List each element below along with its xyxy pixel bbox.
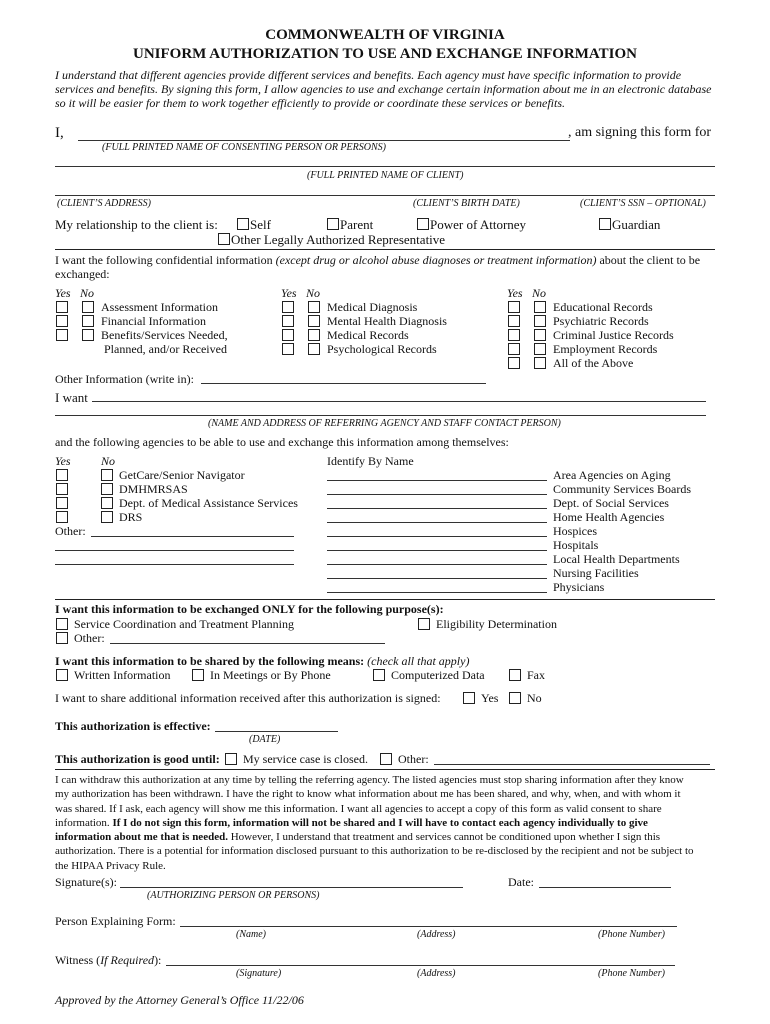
agency-type-label: Hospitals xyxy=(553,538,599,552)
withdraw-text: I can withdraw this authorization at any time by telling the referring agency. The listed agencies must stop sharing information after they know xyxy=(55,774,684,786)
dmhmrsas-yes-checkbox[interactable] xyxy=(56,483,68,495)
additional-yes-checkbox[interactable] xyxy=(463,692,475,704)
medical-diagnosis-label: Medical Diagnosis xyxy=(327,300,418,314)
other-representative-checkbox[interactable] xyxy=(218,233,230,245)
effective-label: This authorization is effective: xyxy=(55,719,211,733)
footer-approval: Approved by the Attorney General’s Office 11/22/06 xyxy=(55,993,304,1007)
withdraw-text: my authorization has been withdrawn. I have the right to know what information about me has been shared, and why, when, and with whom it xyxy=(55,788,681,801)
mental-health-yes-checkbox[interactable] xyxy=(282,315,294,327)
withdraw-text: authorization. There is a potential for information disclosed pursuant to this authorization to be re-disclosed by the recipient and not be subject to xyxy=(55,845,694,858)
purpose-other-field[interactable] xyxy=(110,643,385,644)
good-until-other-checkbox[interactable] xyxy=(380,753,392,765)
col1-no-header: No xyxy=(80,286,95,300)
good-until-other-label: Other: xyxy=(398,752,429,766)
all-above-yes-checkbox[interactable] xyxy=(508,357,520,369)
effective-date-field[interactable] xyxy=(215,731,338,732)
agency-type-label: Nursing Facilities xyxy=(553,566,639,580)
parent-checkbox[interactable] xyxy=(327,218,339,230)
guardian-option-label: Guardian xyxy=(612,217,661,232)
person-explaining-field[interactable] xyxy=(180,926,677,927)
psychological-no-checkbox[interactable] xyxy=(308,343,320,355)
address-caption: (Address) xyxy=(417,929,456,940)
drs-label: DRS xyxy=(119,510,143,524)
additional-info-label: I want to share additional information received after this authorization is signed: xyxy=(55,691,441,705)
col3-yes-header: Yes xyxy=(507,286,523,300)
form-title-line1: COMMONWEALTH OF VIRGINIA xyxy=(265,27,505,43)
referring-caption: (NAME AND ADDRESS OF REFERRING AGENCY AND STAFF CONTACT PERSON) xyxy=(208,418,561,429)
intro-line-2: services and benefits. By signing this form, I allow agencies to use and exchange certain information about me in an electronic database xyxy=(55,82,712,96)
fax-checkbox[interactable] xyxy=(509,669,521,681)
parent-option-label: Parent xyxy=(340,217,374,232)
identify-field[interactable] xyxy=(327,564,547,565)
additional-no-label: No xyxy=(527,691,542,705)
withdraw-bold-text: If I do not sign this form, information will not be shared and I will have to contact each agency individually to give xyxy=(112,816,648,829)
col2-yes-header: Yes xyxy=(281,286,297,300)
client-address-caption: (CLIENT’S ADDRESS) xyxy=(57,198,151,209)
psychiatric-yes-checkbox[interactable] xyxy=(508,315,520,327)
all-above-label: All of the Above xyxy=(553,356,634,370)
mental-health-label: Mental Health Diagnosis xyxy=(327,314,447,328)
agency-other-field-3[interactable] xyxy=(55,564,294,565)
i-want-label: I want xyxy=(55,390,88,405)
signature-label: Signature(s): xyxy=(55,875,117,889)
mental-health-no-checkbox[interactable] xyxy=(308,315,320,327)
fax-label: Fax xyxy=(527,668,545,682)
withdraw-line xyxy=(55,773,720,787)
relationship-label: My relationship to the client is: xyxy=(55,217,218,232)
drs-yes-checkbox[interactable] xyxy=(56,511,68,523)
additional-no-checkbox[interactable] xyxy=(509,692,521,704)
witness-signature-caption: (Signature) xyxy=(236,968,282,979)
getcare-no-checkbox[interactable] xyxy=(101,469,113,481)
signing-form-for-label: , am signing this form for xyxy=(568,125,712,140)
meetings-phone-checkbox[interactable] xyxy=(192,669,204,681)
dmas-yes-checkbox[interactable] xyxy=(56,497,68,509)
withdraw-paragraph xyxy=(55,773,720,873)
witness-label: Witness (If Required): xyxy=(55,953,162,967)
identify-field[interactable] xyxy=(327,480,547,481)
agency-type-label: Hospices xyxy=(553,524,597,538)
intro-line-1: I understand that different agencies provide different services and benefits. Each agency must have specific information to provide xyxy=(55,68,682,82)
agency-other-field-2[interactable] xyxy=(55,550,294,551)
financial-yes-checkbox[interactable] xyxy=(56,315,68,327)
drs-no-checkbox[interactable] xyxy=(101,511,113,523)
info-intro-line-1: I want the following confidential information (except drug or alcohol abuse diagnoses or treatment information) about the client to be xyxy=(55,253,701,267)
identify-by-name-label: Identify By Name xyxy=(327,454,414,468)
agency-type-label: Local Health Departments xyxy=(553,552,680,566)
effective-date-caption: (DATE) xyxy=(249,734,281,745)
eligibility-checkbox[interactable] xyxy=(418,618,430,630)
psychological-yes-checkbox[interactable] xyxy=(282,343,294,355)
assessment-no-checkbox[interactable] xyxy=(82,301,94,313)
benefits-label: Benefits/Services Needed, xyxy=(101,328,228,342)
power-of-attorney-label: Power of Attorney xyxy=(430,217,527,232)
case-closed-checkbox[interactable] xyxy=(225,753,237,765)
agency-other-label: Other: xyxy=(55,524,86,538)
consenting-caption: (FULL PRINTED NAME OF CONSENTING PERSON OR PERSONS) xyxy=(102,142,386,153)
criminal-justice-yes-checkbox[interactable] xyxy=(508,329,520,341)
other-representative-label: Other Legally Authorized Representative xyxy=(231,232,446,247)
date-label: Date: xyxy=(508,875,534,889)
computerized-data-checkbox[interactable] xyxy=(373,669,385,681)
case-closed-label: My service case is closed. xyxy=(243,752,368,766)
withdraw-text: information. xyxy=(55,816,113,829)
educational-yes-checkbox[interactable] xyxy=(508,301,520,313)
employment-yes-checkbox[interactable] xyxy=(508,343,520,355)
withdraw-line xyxy=(55,816,720,830)
agencies-intro: and the following agencies to be able to use and exchange this information among themselves: xyxy=(55,435,509,449)
agency-type-label: Community Services Boards xyxy=(553,482,691,496)
ssn-caption: (CLIENT’S SSN – OPTIONAL) xyxy=(580,198,706,209)
financial-label: Financial Information xyxy=(101,314,206,328)
authorizing-caption: (AUTHORIZING PERSON OR PERSONS) xyxy=(147,890,320,901)
written-info-checkbox[interactable] xyxy=(56,669,68,681)
withdraw-line xyxy=(55,830,720,844)
dmas-no-checkbox[interactable] xyxy=(101,497,113,509)
medical-records-no-checkbox[interactable] xyxy=(308,329,320,341)
dmhmrsas-label: DMHMRSAS xyxy=(119,482,188,496)
col2-no-header: No xyxy=(306,286,321,300)
section-divider xyxy=(55,249,715,250)
identify-field[interactable] xyxy=(327,592,547,593)
withdraw-line xyxy=(55,802,720,816)
assessment-label: Assessment Information xyxy=(101,300,218,314)
info-intro-line-2: exchanged: xyxy=(55,267,110,281)
computerized-data-label: Computerized Data xyxy=(391,668,485,682)
agency-type-label: Physicians xyxy=(553,580,605,594)
name-caption: (Name) xyxy=(236,929,266,940)
self-option-label: Self xyxy=(250,217,271,232)
agency-type-label: Area Agencies on Aging xyxy=(553,468,671,482)
withdraw-text: was shared. If I ask, each agency will show me this information. I want all agencies to accept a copy of this form as valid consent to share xyxy=(55,802,662,815)
withdraw-text: the HIPAA Privacy Rule. xyxy=(55,859,166,872)
assessment-yes-checkbox[interactable] xyxy=(56,301,68,313)
birth-date-caption: (CLIENT’S BIRTH DATE) xyxy=(413,198,520,209)
educational-label: Educational Records xyxy=(553,300,653,314)
psychological-label: Psychological Records xyxy=(327,342,437,356)
consenting-name-field[interactable] xyxy=(78,140,570,141)
benefits-yes-checkbox[interactable] xyxy=(56,329,68,341)
other-info-label: Other Information (write in): xyxy=(55,372,194,386)
referring-agency-field[interactable] xyxy=(92,401,706,402)
agency-type-label: Home Health Agencies xyxy=(553,510,665,524)
section-divider xyxy=(55,599,715,600)
withdraw-text: However, I understand that treatment and services cannot be conditioned upon whether I sign this xyxy=(227,831,661,844)
identify-field[interactable] xyxy=(327,508,547,509)
criminal-justice-no-checkbox[interactable] xyxy=(534,329,546,341)
agency-other-field-1[interactable] xyxy=(91,536,294,537)
identify-field[interactable] xyxy=(327,578,547,579)
client-name-field[interactable] xyxy=(55,166,715,167)
service-coordination-label: Service Coordination and Treatment Planning xyxy=(74,617,294,631)
intro-line-3: so it will be easier for them to work together efficiently to provide or coordinate these services or benefits. xyxy=(55,96,566,110)
witness-address-caption: (Address) xyxy=(417,968,456,979)
withdraw-line xyxy=(55,844,720,858)
client-address-field[interactable] xyxy=(55,195,715,196)
dmas-label: Dept. of Medical Assistance Services xyxy=(119,496,298,510)
agency-no-header: No xyxy=(101,454,116,468)
identify-field[interactable] xyxy=(327,494,547,495)
signature-date-field[interactable] xyxy=(539,887,671,888)
good-until-other-field[interactable] xyxy=(434,764,710,765)
additional-yes-label: Yes xyxy=(481,691,499,705)
medical-records-yes-checkbox[interactable] xyxy=(282,329,294,341)
employment-no-checkbox[interactable] xyxy=(534,343,546,355)
means-heading: I want this information to be shared by the following means: (check all that apply) xyxy=(55,654,470,668)
withdraw-bold-text: information about me that is needed. xyxy=(55,831,228,844)
witness-phone-caption: (Phone Number) xyxy=(598,968,665,979)
dmhmrsas-no-checkbox[interactable] xyxy=(101,483,113,495)
purpose-heading: I want this information to be exchanged ONLY for the following purpose(s): xyxy=(55,602,444,616)
getcare-yes-checkbox[interactable] xyxy=(56,469,68,481)
medical-diagnosis-no-checkbox[interactable] xyxy=(308,301,320,313)
power-of-attorney-checkbox[interactable] xyxy=(417,218,429,230)
criminal-justice-label: Criminal Justice Records xyxy=(553,328,674,342)
client-name-caption: (FULL PRINTED NAME OF CLIENT) xyxy=(307,170,464,181)
withdraw-line xyxy=(55,787,720,801)
medical-records-label: Medical Records xyxy=(327,328,409,342)
other-info-field[interactable] xyxy=(201,383,486,384)
person-explaining-label: Person Explaining Form: xyxy=(55,914,176,928)
meetings-phone-label: In Meetings or By Phone xyxy=(210,668,331,682)
service-coordination-checkbox[interactable] xyxy=(56,618,68,630)
signature-field[interactable] xyxy=(120,887,463,888)
phone-caption: (Phone Number) xyxy=(598,929,665,940)
withdraw-line xyxy=(55,859,720,873)
benefits-label-cont: Planned, and/or Received xyxy=(104,342,227,356)
financial-no-checkbox[interactable] xyxy=(82,315,94,327)
employment-label: Employment Records xyxy=(553,342,658,356)
medical-diagnosis-yes-checkbox[interactable] xyxy=(282,301,294,313)
form-title-line2: UNIFORM AUTHORIZATION TO USE AND EXCHANGE INFORMATION xyxy=(133,46,637,62)
all-above-no-checkbox[interactable] xyxy=(534,357,546,369)
psychiatric-label: Psychiatric Records xyxy=(553,314,649,328)
educational-no-checkbox[interactable] xyxy=(534,301,546,313)
self-checkbox[interactable] xyxy=(237,218,249,230)
referring-agency-field-2[interactable] xyxy=(55,415,706,416)
benefits-no-checkbox[interactable] xyxy=(82,329,94,341)
identify-field[interactable] xyxy=(327,536,547,537)
i-label: I, xyxy=(55,125,64,141)
purpose-other-label: Other: xyxy=(74,631,105,645)
col3-no-header: No xyxy=(532,286,547,300)
eligibility-label: Eligibility Determination xyxy=(436,617,557,631)
witness-field[interactable] xyxy=(166,965,675,966)
col1-yes-header: Yes xyxy=(55,286,71,300)
section-divider xyxy=(55,769,715,770)
purpose-other-checkbox[interactable] xyxy=(56,632,68,644)
agency-type-label: Dept. of Social Services xyxy=(553,496,669,510)
agency-yes-header: Yes xyxy=(55,454,71,468)
identify-field[interactable] xyxy=(327,550,547,551)
good-until-label: This authorization is good until: xyxy=(55,752,220,766)
identify-field[interactable] xyxy=(327,522,547,523)
psychiatric-no-checkbox[interactable] xyxy=(534,315,546,327)
getcare-label: GetCare/Senior Navigator xyxy=(119,468,245,482)
guardian-checkbox[interactable] xyxy=(599,218,611,230)
written-info-label: Written Information xyxy=(74,668,171,682)
